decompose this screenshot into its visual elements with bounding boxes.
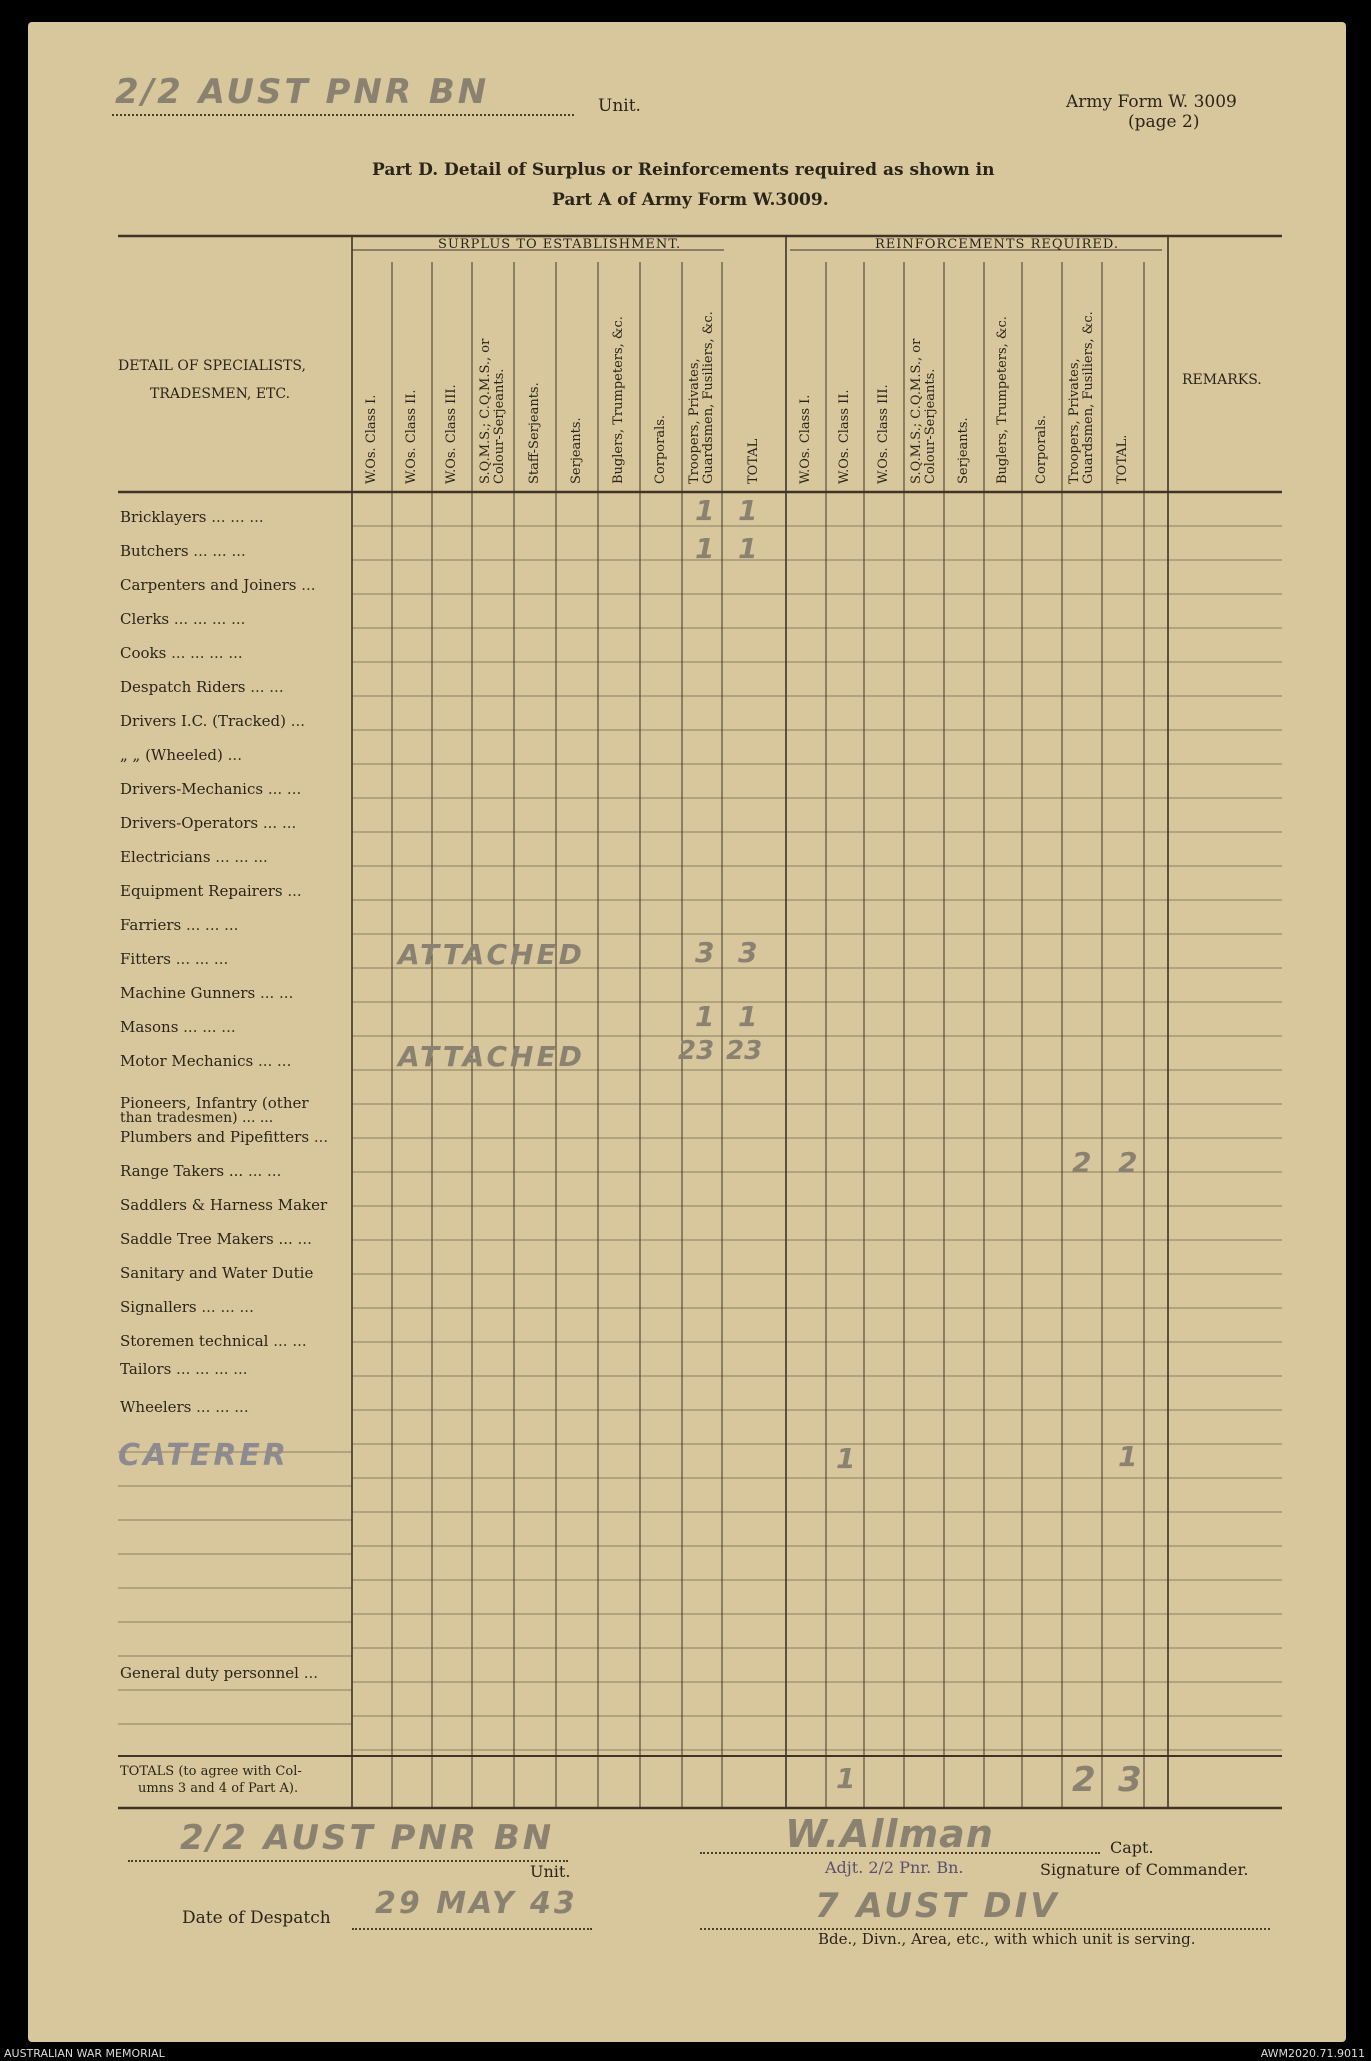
row-label-text: Plumbers and Pipefitters [120, 1128, 310, 1146]
date-handwritten: 29 MAY 43 [375, 1886, 578, 1921]
entry-butchers_total: 1 [738, 532, 758, 565]
row-label-text: Masons [120, 1018, 179, 1036]
commander-signature: W.Allman [785, 1812, 994, 1856]
row-label-text: Storemen technical [120, 1332, 269, 1350]
row-label-dots: ... ... [255, 984, 294, 1002]
form-name: Army Form W. 3009 [1066, 92, 1237, 112]
row-label-text: Bricklayers [120, 508, 207, 526]
row-label-dots: ... ... ... ... [166, 644, 243, 662]
reinf-col-7 [1068, 311, 1096, 484]
reinf-col-5 [996, 316, 1010, 484]
row-label-text: Carpenters and Joiners [120, 576, 297, 594]
surplus-col-8-line: Troopers, Privates, [687, 358, 702, 484]
reinf-col-8-line: TOTAL. [1115, 434, 1130, 484]
reinf-col-3-line: S.Q.M.S.; C.Q.M.S., or [909, 338, 924, 484]
surplus-col-9-line: TOTAL [746, 438, 761, 484]
surplus-col-5-line: Serjeants. [569, 417, 584, 484]
reinf-col-0-line: W.Os. Class I. [798, 394, 813, 484]
reinf-col-4 [957, 417, 971, 484]
surplus-col-0 [365, 395, 379, 484]
row-label-dots: ... ... ... [188, 542, 246, 560]
row-label-text: Drivers I.C. (Tracked) [120, 712, 286, 730]
row-label [120, 678, 284, 696]
detail-header-line1: DETAIL OF SPECIALISTS, [118, 358, 306, 374]
surplus-header: SURPLUS TO ESTABLISHMENT. [438, 237, 682, 252]
row-label-dots: ... [282, 882, 302, 900]
row-label-text: Wheelers [120, 1398, 192, 1416]
surplus-col-4 [528, 382, 542, 484]
date-line [352, 1928, 592, 1930]
row-label [120, 814, 296, 832]
totals-label-1: TOTALS (to agree with Col- [120, 1764, 302, 1779]
row-label-dots: ... [296, 576, 316, 594]
footer-unit-label: Unit. [530, 1862, 571, 1881]
row-label [120, 644, 243, 662]
entry-masons_total: 1 [738, 1000, 758, 1033]
row-label [120, 1398, 249, 1416]
division-label: Bde., Divn., Area, etc., with which unit is serving. [818, 1930, 1196, 1948]
surplus-col-8 [688, 311, 716, 484]
surplus-col-6-line: Buglers, Trumpeters, &c. [611, 316, 626, 484]
reinf-col-7-line: Troopers, Privates, [1067, 358, 1082, 484]
entry-motor_troopers: 23 [678, 1036, 715, 1066]
reinforcements-header: REINFORCEMENTS REQUIRED. [875, 237, 1119, 252]
surplus-col-2-line: W.Os. Class III. [444, 384, 459, 484]
row-label-text: Farriers [120, 916, 182, 934]
form-page: (page 2) [1128, 112, 1200, 132]
surplus-col-3-line: S.Q.M.S.; C.Q.M.S., or [478, 338, 493, 484]
row-label-text: Drivers-Operators [120, 814, 259, 832]
row-label [120, 1196, 327, 1214]
row-label-dots: ... ... ... [171, 950, 229, 968]
footer-unit-handwritten: 2/2 AUST PNR BN [180, 1818, 555, 1858]
reinf-col-0 [799, 395, 813, 484]
row-label [120, 1052, 291, 1070]
fitters-attached: ATTACHED [398, 938, 585, 971]
general-duty-label: General duty personnel ... [120, 1664, 319, 1682]
row-label-text: Butchers [120, 542, 189, 560]
row-label [120, 950, 228, 968]
surplus-col-1 [405, 389, 419, 484]
row-label [120, 916, 238, 934]
reinf-col-1-line: W.Os. Class II. [837, 389, 852, 484]
entry-butchers_troopers: 1 [695, 532, 715, 565]
row-label-dots: ... ... ... [210, 848, 268, 866]
surplus-col-9 [747, 439, 761, 484]
remarks-header: REMARKS. [1182, 372, 1262, 388]
surplus-col-1-line: W.Os. Class II. [404, 389, 419, 484]
unit-handwritten: 2/2 AUST PNR BN [115, 72, 490, 112]
row-label [120, 1298, 254, 1316]
entry-fitters_troopers: 3 [695, 936, 715, 969]
row-label-dots: ... ... [245, 678, 284, 696]
surplus-col-8-line: Guardsmen, Fusiliers, &c. [701, 311, 716, 484]
footer-unit-line [128, 1860, 568, 1862]
surplus-col-6 [612, 316, 626, 484]
caption-left: AUSTRALIAN WAR MEMORIAL [4, 2047, 165, 2060]
adjt-stamp: Adjt. 2/2 Pnr. Bn. [825, 1858, 964, 1877]
row-label-second-line: than tradesmen) ... ... [120, 1110, 274, 1126]
entry-bricklayers_troopers: 1 [695, 494, 715, 527]
row-label-text: Clerks [120, 610, 170, 628]
row-label-text: Range Takers ... [120, 1162, 244, 1180]
row-label-text: Motor Mechanics [120, 1052, 254, 1070]
row-label [120, 1230, 312, 1248]
row-label [120, 1094, 309, 1125]
row-label-dots: ... [222, 746, 242, 764]
totals-label-2: umns 3 and 4 of Part A). [138, 1781, 299, 1796]
row-label [120, 508, 264, 526]
row-label-dots: ... ... ... [196, 1298, 254, 1316]
row-label-text: Electricians [120, 848, 211, 866]
row-label-dots: ... ... ... [206, 508, 264, 526]
row-label-dots: ... ... ... [191, 1398, 249, 1416]
surplus-col-3 [479, 339, 507, 484]
row-label [120, 1018, 236, 1036]
reinf-col-2-line: W.Os. Class III. [876, 384, 891, 484]
row-label-dots: ... [285, 712, 306, 730]
row-label [120, 984, 293, 1002]
entry-range_total: 2 [1118, 1146, 1138, 1179]
row-label-dots: ... ... ... ... [169, 610, 246, 628]
row-label [120, 610, 245, 628]
page-title: Part D. Detail of Surplus or Reinforcements required as shown in [372, 160, 995, 180]
capt-label: Capt. [1110, 1838, 1154, 1857]
reinf-col-3 [910, 339, 938, 484]
reinf-col-4-line: Serjeants. [956, 417, 971, 484]
entry-fitters_total: 3 [738, 936, 758, 969]
row-label-text: Despatch Riders [120, 678, 246, 696]
row-label [120, 1264, 313, 1282]
reinf-col-3-line: Colour-Serjeants. [923, 368, 938, 484]
entry-caterer_total: 1 [1118, 1440, 1138, 1473]
caption-right: AWM2020.71.9011 [1260, 2047, 1365, 2060]
row-label-dots: ... [292, 1230, 312, 1248]
row-label-text: Fitters [120, 950, 172, 968]
row-label-dots: ... ... ... ... [171, 1360, 248, 1378]
motor-attached: ATTACHED [398, 1040, 585, 1073]
date-label: Date of Despatch [182, 1908, 331, 1928]
reinf-col-2 [877, 384, 891, 484]
row-label-text: Tailors [120, 1360, 172, 1378]
row-label-text: Sanitary and Water Dutie [120, 1264, 314, 1282]
surplus-col-7-line: Corporals. [653, 414, 668, 484]
row-label-dots: ... ... [263, 780, 302, 798]
surplus-col-4-line: Staff-Serjeants. [527, 382, 542, 484]
row-label-dots: ... ... [268, 1332, 307, 1350]
row-label [120, 542, 246, 560]
entry-totals_troopers: 2 [1072, 1760, 1096, 1800]
row-label [120, 712, 305, 730]
row-label-text: Signallers [120, 1298, 197, 1316]
surplus-col-0-line: W.Os. Class I. [364, 394, 379, 484]
division-handwritten: 7 AUST DIV [815, 1886, 1060, 1926]
row-label [120, 1128, 328, 1146]
row-label-dots: ... ... [253, 1052, 292, 1070]
unit-label: Unit. [598, 96, 641, 116]
row-label-text: Saddle Tree Makers ... [120, 1230, 293, 1248]
row-label [120, 848, 268, 866]
row-label [120, 1360, 248, 1378]
entry-motor_total: 23 [726, 1036, 763, 1066]
entry-bricklayers_total: 1 [738, 494, 758, 527]
row-label-text: Saddlers & Harness Maker [120, 1196, 328, 1214]
row-label-text: Pioneers, Infantry (other [120, 1094, 309, 1112]
row-label [120, 882, 302, 900]
reinf-col-8 [1116, 435, 1130, 484]
row-label-text: „ „ (Wheeled) [120, 746, 223, 764]
row-label-text: Drivers-Mechanics [120, 780, 264, 798]
entry-caterer_wo2: 1 [836, 1442, 856, 1475]
signature-label: Signature of Commander. [1040, 1860, 1249, 1879]
row-label-dots: ... ... ... [178, 1018, 236, 1036]
entry-range_troopers: 2 [1072, 1146, 1092, 1179]
reinf-col-1 [838, 389, 852, 484]
surplus-col-7 [654, 415, 668, 484]
row-label-dots: ... ... [258, 814, 297, 832]
row-label-dots: ... ... ... [181, 916, 239, 934]
surplus-col-2 [445, 384, 459, 484]
caption-bar [0, 2046, 1371, 2061]
signature-line [700, 1852, 1100, 1854]
caterer-entry: CATERER [118, 1438, 290, 1473]
row-label-text: Machine Gunners [120, 984, 256, 1002]
row-label [120, 1162, 281, 1180]
row-label-text: Equipment Repairers [120, 882, 283, 900]
surplus-col-5 [570, 417, 584, 484]
row-label [120, 746, 242, 764]
entry-totals_total: 3 [1118, 1760, 1142, 1800]
entry-masons_troopers: 1 [695, 1000, 715, 1033]
detail-header-line2: TRADESMEN, ETC. [150, 386, 291, 402]
entry-totals_wo2: 1 [836, 1762, 856, 1795]
reinf-col-7-line: Guardsmen, Fusiliers, &c. [1081, 311, 1096, 484]
reinf-col-6-line: Corporals. [1034, 414, 1049, 484]
reinf-col-5-line: Buglers, Trumpeters, &c. [995, 316, 1010, 484]
row-label [120, 576, 316, 594]
row-label [120, 780, 301, 798]
row-label [120, 1332, 307, 1350]
page-subtitle: Part A of Army Form W.3009. [552, 190, 829, 210]
row-label-text: Cooks [120, 644, 167, 662]
row-label-dots: ... [309, 1128, 329, 1146]
row-label-dots: ... ... [243, 1162, 282, 1180]
surplus-col-3-line: Colour-Serjeants. [492, 368, 507, 484]
reinf-col-6 [1035, 415, 1049, 484]
